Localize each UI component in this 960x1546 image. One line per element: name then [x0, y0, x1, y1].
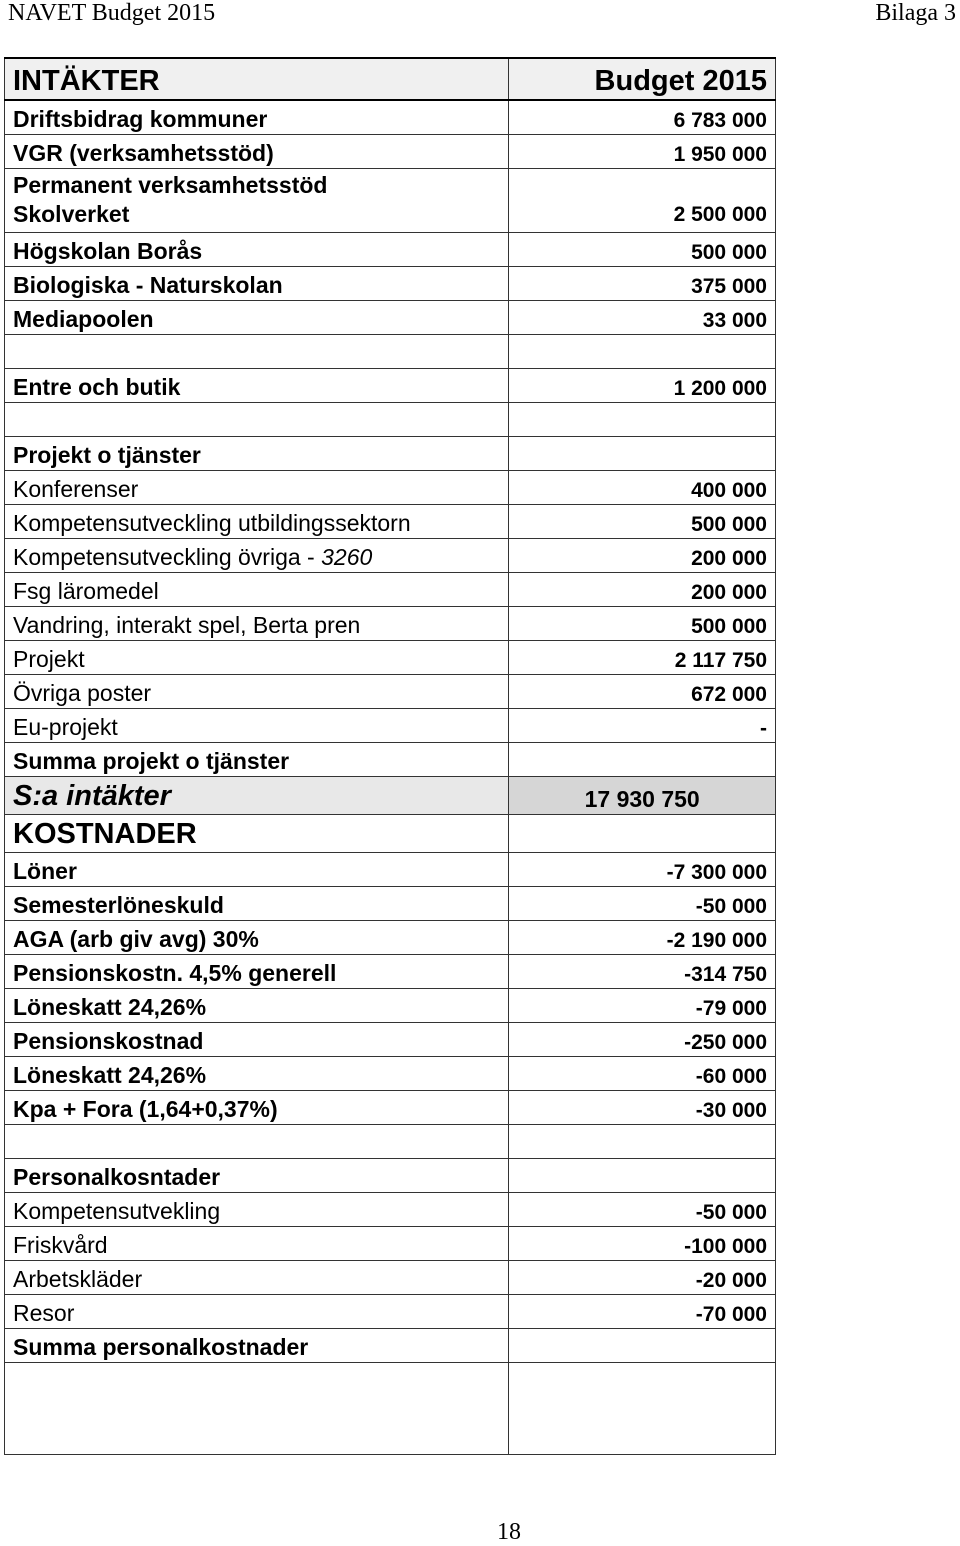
- row-label: Kpa + Fora (1,64+0,37%): [5, 1090, 509, 1124]
- table-row: [5, 266, 776, 300]
- total-income-value: 17 930 750: [509, 776, 776, 814]
- row-value: -50 000: [509, 1192, 776, 1226]
- table-row: [5, 538, 776, 572]
- row-label: Mediapoolen: [5, 300, 509, 334]
- row-label: AGA (arb giv avg) 30%: [5, 920, 509, 954]
- row-label: Friskvård: [5, 1226, 509, 1260]
- row-value: 1 950 000: [509, 134, 776, 168]
- row-value: -50 000: [509, 886, 776, 920]
- row-label: Eu-projekt: [5, 708, 509, 742]
- table-row: [5, 1022, 776, 1056]
- costs-header-row: [5, 814, 776, 852]
- table-row: [5, 1090, 776, 1124]
- table-row: [5, 1192, 776, 1226]
- table-row: [5, 988, 776, 1022]
- row-label: VGR (verksamhetsstöd): [5, 134, 509, 168]
- row-label: Löneskatt 24,26%: [5, 988, 509, 1022]
- row-label: Fsg läromedel: [5, 572, 509, 606]
- personnel-heading: Personalkosntader: [5, 1158, 509, 1192]
- personnel-sum-row: [5, 1328, 776, 1362]
- table-row: [5, 1226, 776, 1260]
- table-row: [5, 168, 776, 232]
- table-row: [5, 232, 776, 266]
- row-label: [5, 168, 509, 232]
- table-row: [5, 134, 776, 168]
- projects-heading-row: [5, 436, 776, 470]
- row-label: Projekt: [5, 640, 509, 674]
- projects-sum-row: [5, 742, 776, 776]
- document-header-title: NAVET Budget 2015: [8, 0, 216, 26]
- table-row: [5, 504, 776, 538]
- table-header-row: [5, 58, 776, 100]
- budget-year-header: Budget 2015: [509, 58, 776, 100]
- personnel-heading-row: [5, 1158, 776, 1192]
- row-label: Kompetensutvekling: [5, 1192, 509, 1226]
- row-label: Resor: [5, 1294, 509, 1328]
- row-label: Vandring, interakt spel, Berta pren: [5, 606, 509, 640]
- personnel-sum-label: Summa personalkostnader: [5, 1328, 509, 1362]
- row-value: -70 000: [509, 1294, 776, 1328]
- row-value: 200 000: [509, 572, 776, 606]
- row-value: 33 000: [509, 300, 776, 334]
- table-row: [5, 100, 776, 134]
- row-value: -100 000: [509, 1226, 776, 1260]
- row-value: 500 000: [509, 606, 776, 640]
- total-income-row: [5, 776, 776, 814]
- table-row: [5, 886, 776, 920]
- row-value: -20 000: [509, 1260, 776, 1294]
- row-value: -: [509, 708, 776, 742]
- row-value: -2 190 000: [509, 920, 776, 954]
- row-value: 375 000: [509, 266, 776, 300]
- table-row: [5, 300, 776, 334]
- row-value: -60 000: [509, 1056, 776, 1090]
- table-row: [5, 572, 776, 606]
- row-value: 1 200 000: [509, 368, 776, 402]
- table-row: [5, 606, 776, 640]
- row-label: Arbetskläder: [5, 1260, 509, 1294]
- row-value: 2 117 750: [509, 640, 776, 674]
- row-label: Driftsbidrag kommuner: [5, 100, 509, 134]
- table-row: [5, 368, 776, 402]
- account-number: 3260: [321, 543, 373, 570]
- blank-row: [5, 1362, 776, 1454]
- row-label-line2: Skolverket: [13, 200, 130, 227]
- table-row: [5, 1260, 776, 1294]
- row-value: 500 000: [509, 504, 776, 538]
- page-number: 18: [497, 1519, 521, 1545]
- table-row: [5, 1294, 776, 1328]
- row-label: Konferenser: [5, 470, 509, 504]
- row-value: 6 783 000: [509, 100, 776, 134]
- table-row: [5, 920, 776, 954]
- table-row: [5, 1056, 776, 1090]
- row-label: Biologiska - Naturskolan: [5, 266, 509, 300]
- income-header: INTÄKTER: [5, 58, 509, 100]
- row-label: Pensionskostn. 4,5% generell: [5, 954, 509, 988]
- row-label: Övriga poster: [5, 674, 509, 708]
- row-value: 400 000: [509, 470, 776, 504]
- row-label: Semesterlöneskuld: [5, 886, 509, 920]
- table-row: [5, 708, 776, 742]
- row-value: -314 750: [509, 954, 776, 988]
- table-row: [5, 470, 776, 504]
- row-label-text: Kompetensutveckling övriga -: [13, 543, 322, 570]
- blank-row: [5, 334, 776, 368]
- row-value: 2 500 000: [509, 168, 776, 232]
- table-row: [5, 852, 776, 886]
- row-value: 200 000: [509, 538, 776, 572]
- row-label: [5, 538, 509, 572]
- costs-header: KOSTNADER: [5, 814, 509, 852]
- document-header-appendix: Bilaga 3: [875, 0, 956, 26]
- blank-row: [5, 402, 776, 436]
- table-row: [5, 674, 776, 708]
- row-label: Löner: [5, 852, 509, 886]
- row-label-line1: Permanent verksamhetsstöd: [13, 172, 328, 198]
- row-value: -250 000: [509, 1022, 776, 1056]
- row-value: 500 000: [509, 232, 776, 266]
- row-value: 672 000: [509, 674, 776, 708]
- row-value: -79 000: [509, 988, 776, 1022]
- row-label: Kompetensutveckling utbildingssektorn: [5, 504, 509, 538]
- row-label: Entre och butik: [5, 368, 509, 402]
- total-income-label: S:a intäkter: [5, 776, 509, 814]
- row-label: Löneskatt 24,26%: [5, 1056, 509, 1090]
- table-row: [5, 640, 776, 674]
- table-row: [5, 954, 776, 988]
- row-label: Högskolan Borås: [5, 232, 509, 266]
- row-value: -7 300 000: [509, 852, 776, 886]
- row-value: -30 000: [509, 1090, 776, 1124]
- blank-row: [5, 1124, 776, 1158]
- projects-heading: Projekt o tjänster: [5, 436, 509, 470]
- projects-sum-label: Summa projekt o tjänster: [5, 742, 509, 776]
- row-label: Pensionskostnad: [5, 1022, 509, 1056]
- budget-table: [4, 57, 776, 1455]
